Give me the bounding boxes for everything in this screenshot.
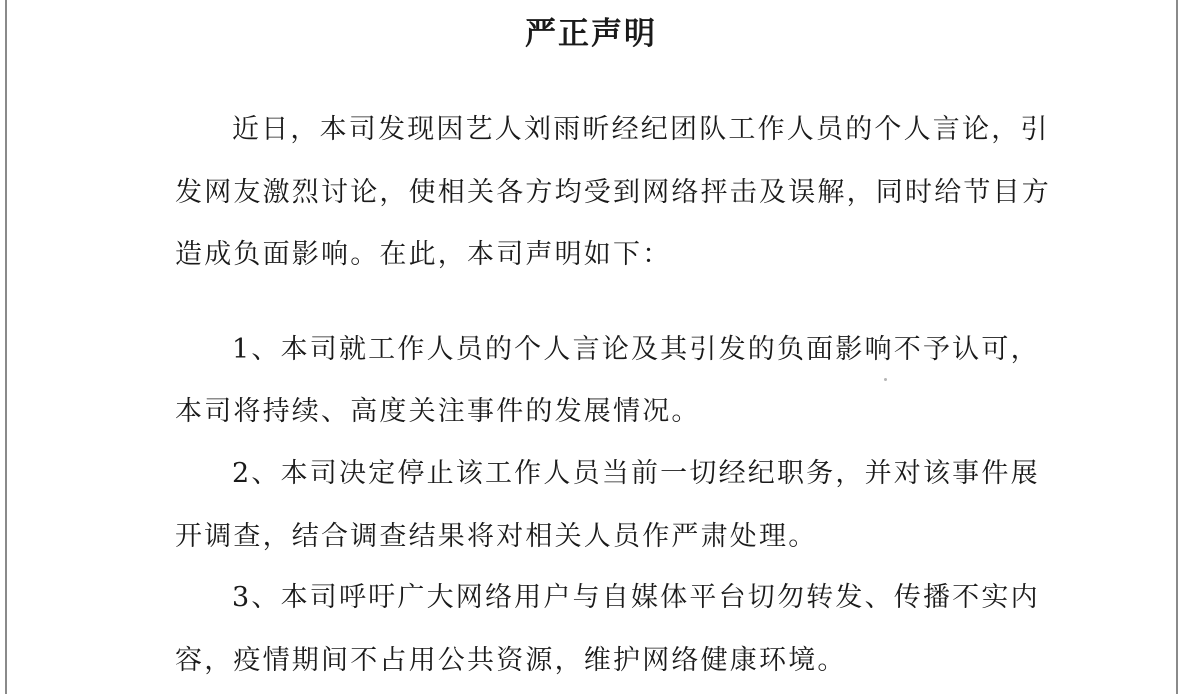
page-right-edge	[1176, 0, 1178, 694]
document-title: 严正声明	[525, 16, 657, 52]
paragraph-3-line-1: 2、本司决定停止该工作人员当前一切经纪职务，并对该事件展	[232, 458, 1040, 489]
paragraph-2-line-2: 本司将持续、高度关注事件的发展情况。	[175, 396, 701, 427]
paragraph-1-line-3: 造成负面影响。在此，本司声明如下：	[175, 239, 672, 270]
paragraph-1-line-2: 发网友激烈讨论，使相关各方均受到网络抨击及误解，同时给节目方	[175, 177, 1051, 208]
scan-speck	[884, 378, 887, 381]
paragraph-1-line-1: 近日，本司发现因艺人刘雨昕经纪团队工作人员的个人言论，引	[232, 114, 1050, 145]
page-left-edge	[5, 0, 7, 694]
paragraph-4-line-1: 3、本司呼吁广大网络用户与自媒体平台切勿转发、传播不实内	[232, 582, 1040, 613]
paragraph-3-line-2: 开调查，结合调查结果将对相关人员作严肃处理。	[175, 521, 818, 552]
paragraph-4-line-2: 容，疫情期间不占用公共资源，维护网络健康环境。	[175, 645, 847, 676]
paragraph-2-line-1: 1、本司就工作人员的个人言论及其引发的负面影响不予认可，	[232, 334, 1040, 365]
